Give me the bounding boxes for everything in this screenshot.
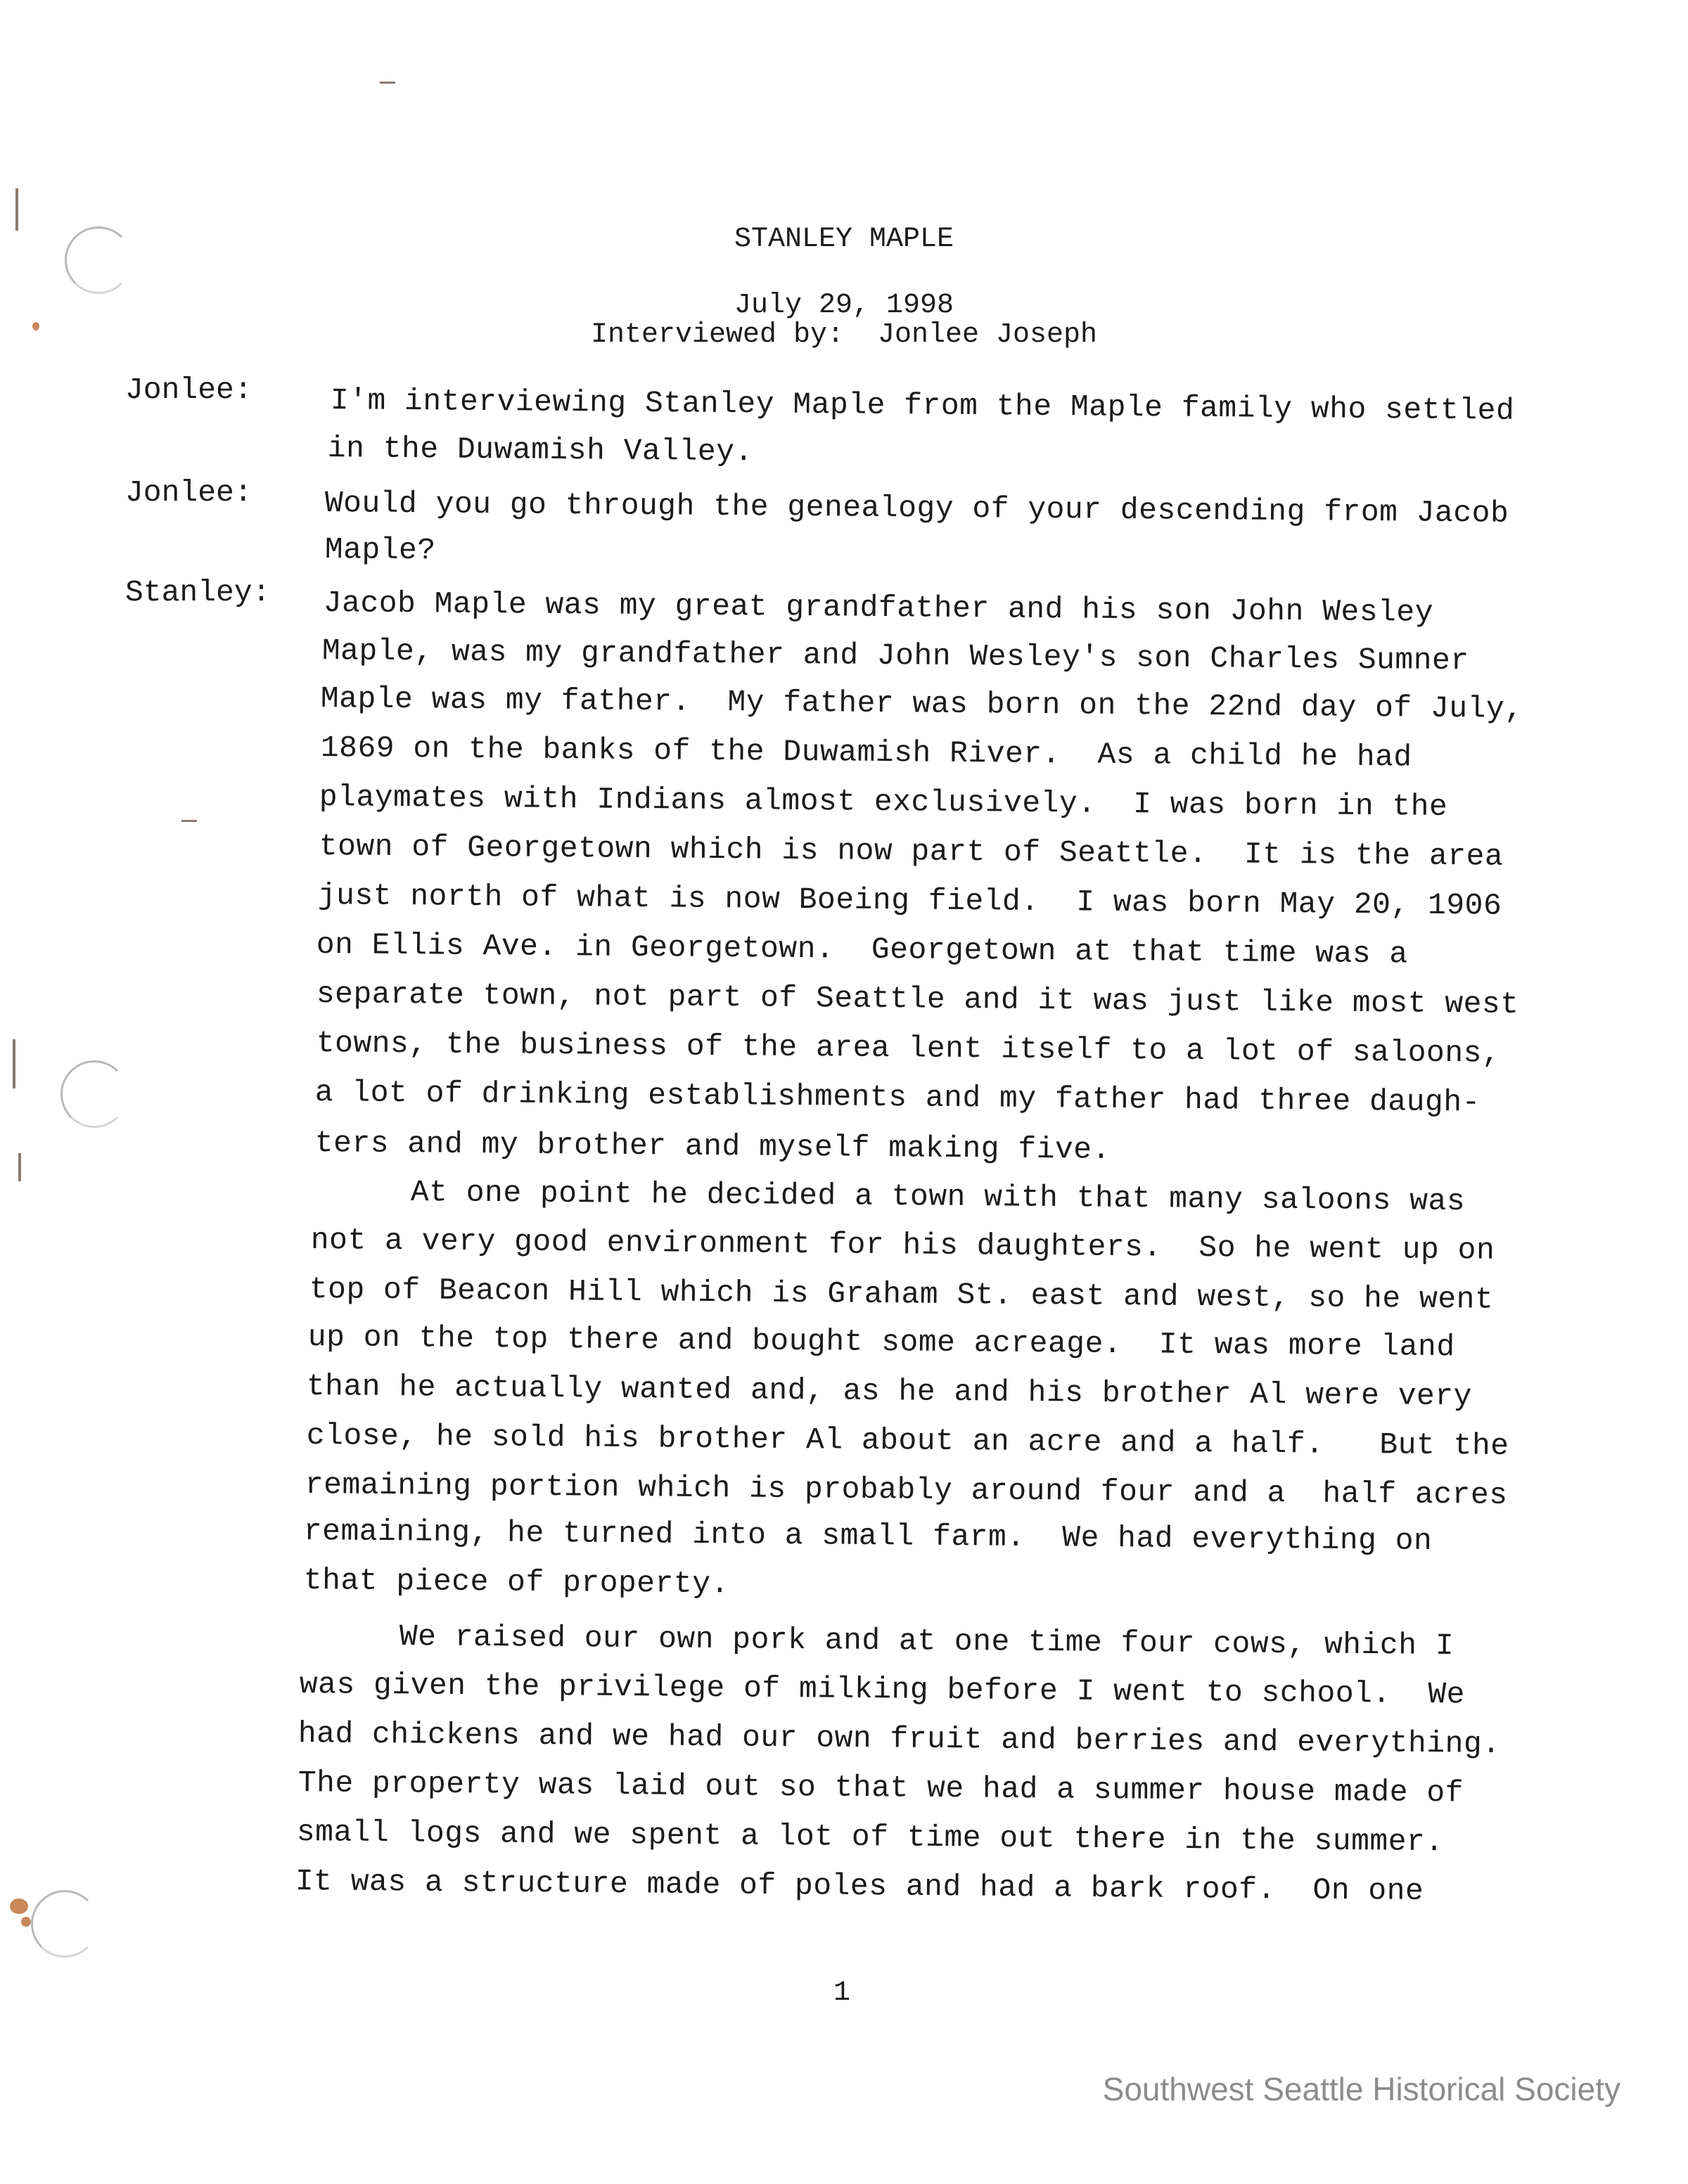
transcript-line: Maple, was my grandfather and John Wesley's son Charles Sumner: [321, 634, 1469, 679]
transcript-line: playmates with Indians almost exclusively. I was born in the: [319, 780, 1448, 825]
transcript-line: The property was laid out so that we had a summer house made of: [298, 1766, 1464, 1811]
speaker-label: Stanley:: [125, 575, 271, 610]
interviewer-line: Interviewed by: Jonlee Joseph: [590, 319, 1098, 351]
transcript-line: towns, the business of the area lent itself to a lot of saloons,: [316, 1026, 1501, 1071]
transcript-line: up on the top there and bought some acreage. It was more land: [307, 1320, 1455, 1365]
transcript-line: remaining portion which is probably around four and a half acres: [305, 1467, 1508, 1512]
transcript-line: close, he sold his brother Al about an acre and a half. But the: [306, 1418, 1509, 1463]
margin-mark: [13, 1039, 15, 1088]
transcript-line: separate town, not part of Seattle and it was just like most west: [316, 977, 1519, 1022]
transcript-line: We raised our own pork and at one time four cows, which I: [399, 1619, 1454, 1664]
transcript-line: top of Beacon Hill which is Graham St. east and west, so he went: [309, 1272, 1494, 1317]
transcript-line: I'm interviewing Stanley Maple from the Maple family who settled: [330, 383, 1515, 428]
transcript-line: than he actually wanted and, as he and his brother Al were very: [306, 1369, 1473, 1414]
binder-hole-bottom: [31, 1890, 98, 1958]
transcript-line: remaining, he turned into a small farm. We had everything on: [303, 1514, 1433, 1559]
page-number: 1: [833, 1977, 851, 2009]
transcript-line: Jacob Maple was my great grandfather and his son John Wesley: [323, 586, 1434, 630]
transcript-line: a lot of drinking establishments and my father had three daugh-: [314, 1075, 1481, 1120]
transcript-line: on Ellis Ave. in Georgetown. Georgetown at that time was a: [316, 927, 1408, 972]
speaker-label: Jonlee:: [125, 373, 252, 407]
speaker-label: Jonlee:: [125, 475, 252, 510]
margin-mark: [18, 1153, 21, 1181]
transcript-line: 1869 on the banks of the Duwamish River. As a child he had: [320, 731, 1412, 775]
interview-date: July 29, 1998: [734, 290, 954, 321]
rust-stain: [10, 1899, 28, 1914]
transcript-line: ters and my brother and myself making five.: [314, 1126, 1111, 1167]
binder-hole-middle: [60, 1060, 128, 1128]
transcript-line: in the Duwamish Valley.: [327, 431, 754, 470]
transcript-line: Maple?: [324, 532, 436, 568]
archive-watermark: Southwest Seattle Historical Society: [1102, 2071, 1620, 2107]
transcript-line: At one point he decided a town with that many saloons was: [410, 1175, 1466, 1219]
transcript-line: town of Georgetown which is now part of Seattle. It is the area: [319, 829, 1504, 874]
transcript-line: had chickens and we had our own fruit and berries and everything.: [298, 1716, 1501, 1761]
transcript-line: Maple was my father. My father was born on the 22nd day of July,: [320, 681, 1523, 726]
transcript-line: It was a structure made of poles and had a bark roof. On one: [295, 1864, 1424, 1909]
document-title: STANLEY MAPLE: [734, 224, 954, 255]
transcript-line: just north of what is now Boeing field. I was born May 20, 1906: [317, 878, 1502, 923]
margin-mark: [380, 82, 395, 84]
transcript-line: small logs and we spent a lot of time out there in the summer.: [296, 1815, 1444, 1860]
transcript-line: not a very good environment for his daughters. So he went up on: [310, 1223, 1495, 1268]
transcript-line: that piece of property.: [303, 1563, 730, 1602]
margin-mark: [181, 820, 197, 822]
transcript-line: Would you go through the genealogy of your descending from Jacob: [324, 486, 1509, 531]
transcript-line: was given the privilege of milking before I went to school. We: [299, 1667, 1466, 1712]
rust-stain: [21, 1917, 31, 1927]
